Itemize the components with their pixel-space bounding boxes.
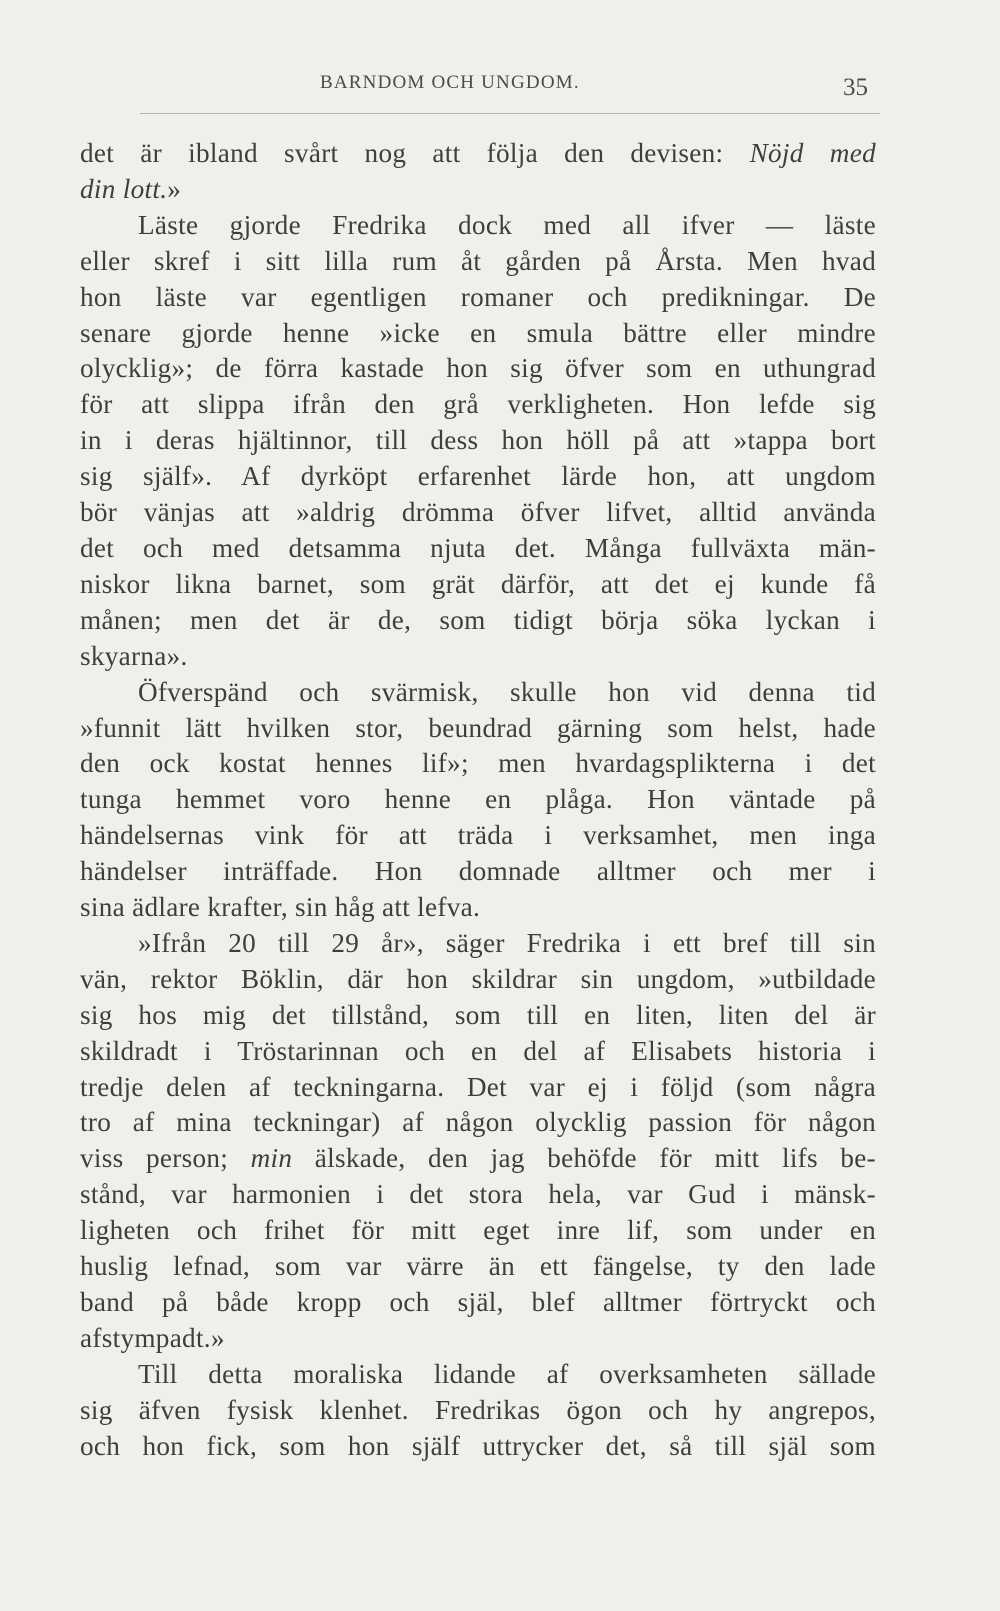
text-segment: skyarna». — [80, 640, 188, 671]
text-line — [80, 926, 876, 962]
text-segment: det är ibland svårt nog att följa den devisen: — [80, 138, 750, 168]
text-line — [80, 280, 876, 316]
text-line — [80, 1034, 876, 1070]
text-line — [80, 746, 876, 782]
text-line — [80, 423, 876, 459]
text-segment: eller skref i sitt lilla rum åt gården på Årsta. Men hvad — [80, 245, 876, 276]
text-line — [80, 459, 876, 495]
text-line — [80, 711, 876, 747]
text-segment: » — [167, 173, 182, 204]
text-segment: »funnit lätt hvilken stor, beundrad gärning som helst, hade — [80, 712, 876, 743]
text-line — [80, 1285, 876, 1321]
text-segment: sig själf». Af dyrköpt erfarenhet lärde hon, att ungdom — [80, 461, 876, 492]
text-line — [80, 962, 876, 998]
text-segment: hon läste var egentligen romaner och predikningar. De — [80, 281, 876, 312]
text-line — [80, 675, 876, 711]
running-head: BARNDOM OCH UNGDOM. — [320, 72, 580, 93]
text-segment: Öfverspänd och svärmisk, skulle hon vid denna tid — [138, 676, 876, 707]
body-text — [80, 136, 876, 1465]
text-line — [80, 1177, 876, 1213]
text-line — [80, 854, 876, 890]
text-line — [80, 567, 876, 603]
text-line — [80, 818, 876, 854]
text-segment: Till detta moraliska lidande af overksamheten sällade — [138, 1358, 876, 1389]
header-rule — [140, 113, 880, 114]
text-segment: det och med detsamma njuta det. Många fullväxta män- — [80, 532, 876, 563]
text-line — [80, 1070, 876, 1106]
text-segment: viss person; — [80, 1143, 251, 1174]
text-line — [80, 1321, 876, 1357]
text-segment: tro af mina teckningar) af någon olycklig passion för någon — [80, 1107, 876, 1138]
text-segment: tunga hemmet voro henne en plåga. Hon väntade på — [80, 784, 876, 815]
text-line — [80, 531, 876, 567]
text-line — [80, 1141, 876, 1177]
text-line — [80, 639, 876, 675]
text-segment: månen; men det är de, som tidigt börja söka lyckan i — [80, 604, 876, 635]
italic-text: din lott. — [80, 173, 168, 204]
text-line — [80, 244, 876, 280]
text-segment: händelsernas vink för att träda i verksamhet, men inga — [80, 820, 876, 851]
text-segment: den ock kostat hennes lif»; men hvardagsplikterna i det — [80, 748, 876, 779]
text-segment: stånd, var harmonien i det stora hela, var Gud i mänsk- — [80, 1179, 876, 1210]
text-segment: olycklig»; de förra kastade hon sig öfver som en uthungrad — [80, 353, 876, 384]
page-number: 35 — [843, 74, 868, 101]
text-line — [80, 1429, 876, 1465]
text-segment: tredje delen af teckningarna. Det var ej i följd (som några — [80, 1071, 876, 1102]
text-line — [80, 316, 876, 352]
text-line — [80, 1357, 876, 1393]
text-segment: händelser inträffade. Hon domnade alltmer och mer i — [80, 856, 876, 887]
text-segment: ligheten och frihet för mitt eget inre lif, som under en — [80, 1215, 876, 1246]
text-segment: älskade, den jag behöfde för mitt lifs be- — [292, 1143, 877, 1174]
text-line — [80, 172, 876, 208]
text-line — [80, 495, 876, 531]
text-segment: sig hos mig det tillstånd, som till en liten, liten del är — [80, 999, 876, 1030]
text-line — [80, 890, 876, 926]
text-segment: sina ädlare krafter, sin håg att lefva. — [80, 892, 481, 923]
text-line — [80, 1213, 876, 1249]
text-segment: bör vänjas att »aldrig drömma öfver lifvet, alltid använda — [80, 497, 876, 528]
text-segment: för att slippa ifrån den grå verkligheten. Hon lefde sig — [80, 389, 876, 420]
text-segment: vän, rektor Böklin, där hon skildrar sin ungdom, »utbildade — [80, 963, 876, 994]
text-segment: senare gjorde henne »icke en smula bättre eller mindre — [80, 317, 876, 348]
text-line — [80, 1393, 876, 1429]
text-segment: huslig lefnad, som var värre än ett fängelse, ty den lade — [80, 1251, 876, 1282]
italic-text: Nöjd med — [749, 138, 877, 168]
text-line — [80, 351, 876, 387]
text-line — [80, 387, 876, 423]
text-segment: in i deras hjältinnor, till dess hon höll på att »tappa bort — [80, 425, 876, 456]
text-segment: och hon fick, som hon själf uttrycker det, så till själ som — [80, 1430, 876, 1461]
text-line — [80, 782, 876, 818]
text-segment: sig äfven fysisk klenhet. Fredrikas ögon och hy angrepos, — [80, 1394, 876, 1425]
text-line — [80, 603, 876, 639]
text-line — [80, 136, 876, 172]
text-segment: skildradt i Tröstarinnan och en del af Elisabets historia i — [80, 1035, 876, 1066]
text-segment: afstympadt.» — [80, 1322, 225, 1353]
text-line — [80, 1105, 876, 1141]
text-segment: band på både kropp och själ, blef alltmer förtryckt och — [80, 1287, 876, 1317]
text-line — [80, 1249, 876, 1285]
text-segment: Läste gjorde Fredrika dock med all ifver — läste — [138, 209, 876, 240]
text-line — [80, 998, 876, 1034]
text-segment: niskor likna barnet, som grät därför, att det ej kunde få — [80, 568, 876, 599]
text-segment: »Ifrån 20 till 29 år», säger Fredrika i ett bref till sin — [138, 927, 876, 958]
text-line — [80, 208, 876, 244]
italic-text: min — [250, 1143, 293, 1174]
